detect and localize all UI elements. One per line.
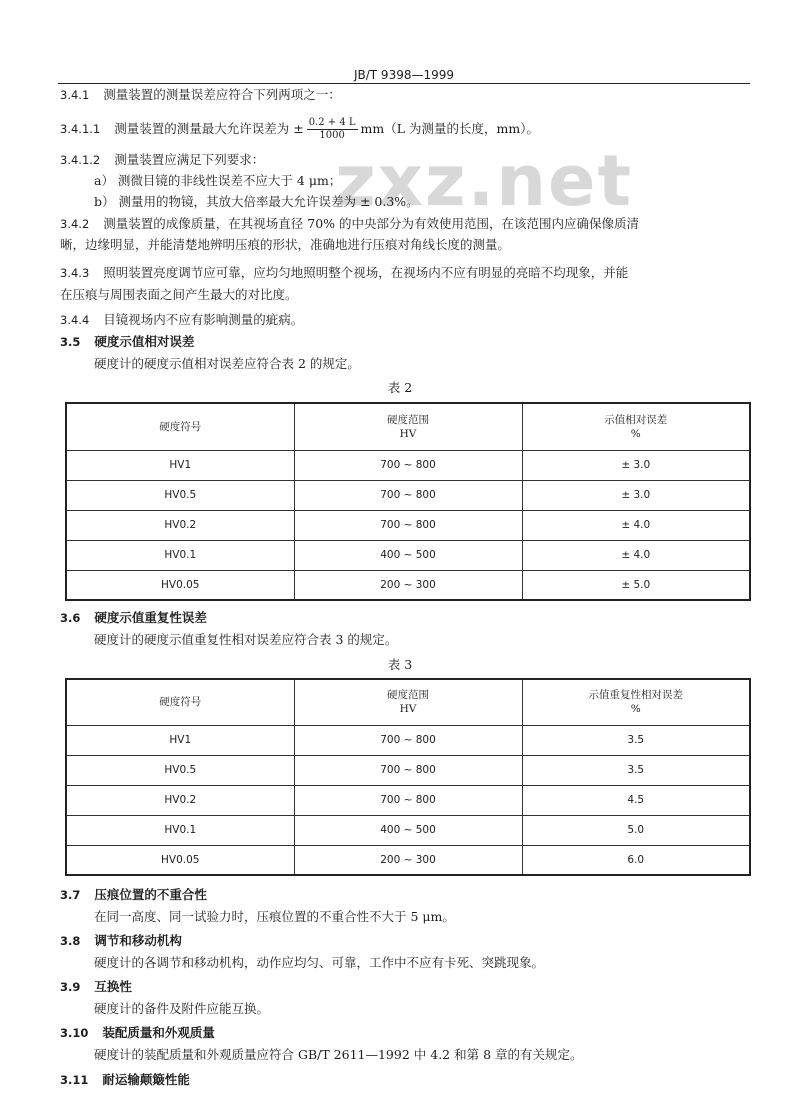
section-title: 互换性 [94,979,132,994]
clause-number: 3.4.1 [60,88,90,102]
table-header-row [66,679,750,725]
hardness-symbol-cell: HV0.5 [66,755,294,785]
table-row [66,480,750,510]
hardness-symbol-header [66,679,294,725]
error-header [522,679,750,725]
error-value-cell: 3.5 [522,755,750,785]
section-title: 装配质量和外观质量 [102,1025,215,1040]
clause-text: 测量装置的测量最大允许误差为 ± [114,121,304,136]
table-row [66,510,750,540]
header-text: HV [399,703,417,716]
section-3-6-body: 硬度计的硬度示值重复性相对误差应符合表 3 的规定。 [94,632,398,647]
table-row [66,725,750,755]
header-text: 硬度范围 [387,413,429,426]
error-value-cell: ± 3.0 [522,450,750,480]
clause-3-4-4 [60,312,303,328]
item-a: a） 测微目镜的非线性误差不应大于 4 μm； [94,173,342,188]
clause-text: 测量装置的成像质量，在其视场直径 70% 的中央部分为有效使用范围，在该范围内应确保像质清 [103,216,639,231]
error-header [522,403,750,450]
clause-text: 目镜视场内不应有影响测量的疵病。 [103,312,304,327]
table-row [66,570,750,600]
document-header: JB/T 9398—1999 [353,68,455,82]
hardness-range-cell: 700 ~ 800 [294,785,522,815]
header-text: 硬度符号 [159,696,202,709]
clause-number: 3.4.3 [60,266,90,280]
hardness-symbol-cell: HV0.2 [66,785,294,815]
clause-number: 3.4.2 [60,217,90,231]
clause-number: 3.4.1.1 [60,122,101,136]
table-3-caption: 表 3 [387,657,413,672]
section-number: 3.11 [60,1073,89,1087]
hardness-symbol-cell: HV0.2 [66,510,294,540]
header-text: 硬度符号 [159,420,202,433]
hardness-range-cell: 200 ~ 300 [294,845,522,875]
clause-number: 3.4.4 [60,313,90,327]
table-3 [65,678,751,876]
header-text: HV [399,427,417,440]
table-row [66,785,750,815]
hardness-range-cell: 200 ~ 300 [294,570,522,600]
fraction-numerator: 0.2 + 4 L [308,117,356,128]
hardness-symbol-cell: HV0.5 [66,480,294,510]
table-row [66,540,750,570]
section-number: 3.6 [60,611,81,625]
header-text: 硬度范围 [387,689,429,702]
section-number: 3.9 [60,980,81,994]
hardness-symbol-cell: HV1 [66,725,294,755]
hardness-symbol-cell: HV0.1 [66,815,294,845]
clause-3-4-2 [60,216,639,232]
item-b: b） 测量用的物镜，其放大倍率最大允许误差为 ± 0.3%。 [94,194,419,209]
table-row [66,450,750,480]
section-3-7-body: 在同一高度、同一试验力时，压痕位置的不重合性不大于 5 μm。 [94,909,455,924]
watermark: zxz.net [335,140,633,222]
table-2 [65,402,751,601]
section-3-10-heading [60,1025,215,1041]
section-3-10-body: 硬度计的装配质量和外观质量应符合 GB/T 2611—1992 中 4.2 和第 8 章的有关规定。 [94,1047,583,1062]
error-value-cell: 6.0 [522,845,750,875]
section-title: 硬度示值重复性误差 [94,610,207,625]
clause-3-4-1 [60,87,341,103]
hardness-range-header [294,679,522,725]
fraction-denominator: 1000 [319,130,345,141]
hardness-range-cell: 700 ~ 800 [294,510,522,540]
section-3-9-body: 硬度计的备件及附件应能互换。 [94,1001,270,1016]
table-header-row [66,403,750,450]
header-text: % [630,427,641,440]
header-text: 示值重复性相对误差 [588,689,683,702]
section-title: 调节和移动机构 [94,933,182,948]
hardness-range-header [294,403,522,450]
clause-3-4-1-2 [60,152,264,168]
clause-3-4-2-continued: 晰，边缘明显，并能清楚地辨明压痕的形状，准确地进行压痕对角线长度的测量。 [60,237,511,252]
hardness-symbol-cell: HV0.05 [66,845,294,875]
error-value-cell: 5.0 [522,815,750,845]
hardness-range-cell: 400 ~ 500 [294,815,522,845]
table-2-caption: 表 2 [387,380,413,395]
section-title: 耐运输颠簸性能 [102,1072,190,1087]
clause-text-tail: mm（L 为测量的长度，mm）。 [360,121,539,136]
clause-text: 测量装置的测量误差应符合下列两项之一： [103,87,341,102]
clause-number: 3.4.1.2 [60,153,101,167]
hardness-symbol-cell: HV0.05 [66,570,294,600]
clause-text: 照明装置亮度调节应可靠，应均匀地照明整个视场，在视场内不应有明显的亮暗不均现象，并能 [103,265,629,280]
section-number: 3.5 [60,335,81,349]
section-title: 硬度示值相对误差 [94,334,195,349]
section-3-7-heading [60,887,207,903]
hardness-range-cell: 700 ~ 800 [294,450,522,480]
table-row [66,815,750,845]
formula-fraction [307,117,358,142]
header-rule [58,83,750,84]
error-value-cell: ± 5.0 [522,570,750,600]
table-row [66,845,750,875]
hardness-range-cell: 700 ~ 800 [294,725,522,755]
hardness-range-cell: 700 ~ 800 [294,755,522,785]
clause-text: 测量装置应满足下列要求： [114,152,265,167]
section-number: 3.8 [60,934,81,948]
error-value-cell: ± 4.0 [522,510,750,540]
hardness-symbol-cell: HV0.1 [66,540,294,570]
table-row [66,755,750,785]
hardness-range-cell: 700 ~ 800 [294,480,522,510]
header-text: 示值相对误差 [604,413,668,426]
section-3-5-heading [60,334,194,350]
section-3-5-body: 硬度计的硬度示值相对误差应符合表 2 的规定。 [94,356,360,371]
header-text: % [630,703,641,716]
error-value-cell: 3.5 [522,725,750,755]
section-title: 压痕位置的不重合性 [94,887,207,902]
section-3-9-heading [60,979,132,995]
section-3-11-heading [60,1072,190,1088]
section-3-6-heading [60,610,207,626]
hardness-symbol-cell: HV1 [66,450,294,480]
section-3-8-body: 硬度计的各调节和移动机构，动作应均匀、可靠，工作中不应有卡死、突跳现象。 [94,955,545,970]
section-number: 3.7 [60,888,81,902]
section-3-8-heading [60,933,182,949]
clause-3-4-1-1 [60,117,539,142]
clause-3-4-3 [60,265,628,281]
error-value-cell: 4.5 [522,785,750,815]
section-number: 3.10 [60,1026,89,1040]
clause-3-4-3-continued: 在压痕与周围表面之间产生最大的对比度。 [60,287,298,302]
error-value-cell: ± 4.0 [522,540,750,570]
error-value-cell: ± 3.0 [522,480,750,510]
hardness-range-cell: 400 ~ 500 [294,540,522,570]
hardness-symbol-header [66,403,294,450]
